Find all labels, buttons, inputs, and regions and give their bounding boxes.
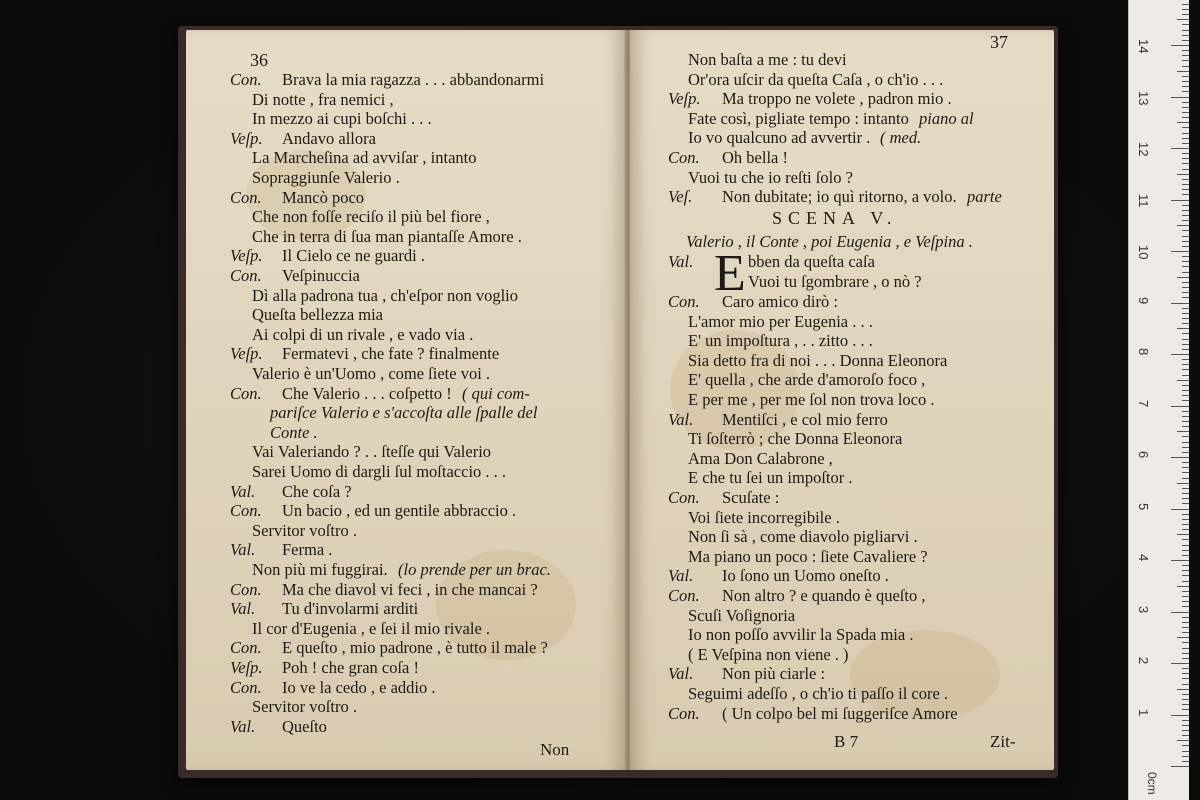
ruler-tick bbox=[1171, 303, 1189, 304]
verse-line: Servitor voſtro . bbox=[252, 697, 357, 717]
ruler-tick bbox=[1182, 14, 1189, 15]
ruler-tick bbox=[1182, 725, 1189, 726]
ruler-tick bbox=[1182, 514, 1189, 515]
ruler-tick bbox=[1182, 591, 1189, 592]
ruler-label: 7 bbox=[1136, 399, 1151, 407]
signature-mark: B 7 bbox=[834, 732, 859, 751]
speaker-label: Val. bbox=[230, 540, 256, 560]
ruler-label: 10 bbox=[1136, 245, 1151, 260]
verse-line: Che Valerio . . . coſpetto ! bbox=[282, 383, 452, 403]
speaker-label: Con. bbox=[230, 383, 262, 403]
ruler-tick bbox=[1182, 55, 1189, 56]
verse-line: Vuoi tu che io reſti ſolo ? bbox=[688, 167, 853, 187]
ruler-tick bbox=[1177, 122, 1189, 123]
ruler-tick bbox=[1182, 668, 1189, 669]
ruler-tick bbox=[1182, 60, 1189, 61]
ruler-tick bbox=[1182, 642, 1189, 643]
speaker-label: Con. bbox=[230, 638, 262, 658]
ruler-tick bbox=[1177, 483, 1189, 484]
scene-cast: Valerio , il Conte , poi Eugenia , e Veſpina . bbox=[686, 232, 973, 251]
verse-line: Ma troppo ne volete , padron mio . bbox=[722, 89, 952, 109]
verse-line: Non più mi fuggirai. bbox=[252, 560, 388, 579]
ruler-tick bbox=[1182, 385, 1189, 386]
verse-line: Il Cielo ce ne guardi . bbox=[282, 246, 425, 266]
verse-line: Ma piano un poco : ſiete Cavaliere ? bbox=[688, 546, 928, 566]
ruler-tick bbox=[1182, 503, 1189, 504]
ruler-tick bbox=[1182, 24, 1189, 25]
verse-line: E queſto , mio padrone , è tutto il male ? bbox=[282, 638, 548, 658]
verse-line: Io vo qualcuno ad avvertir . bbox=[688, 128, 871, 148]
ruler-tick bbox=[1182, 658, 1189, 659]
ruler-label: 13 bbox=[1136, 90, 1151, 105]
ruler-tick bbox=[1171, 560, 1189, 561]
ruler-tick bbox=[1182, 493, 1189, 494]
ruler-tick bbox=[1182, 339, 1189, 340]
ruler-tick bbox=[1182, 153, 1189, 154]
ruler-tick bbox=[1182, 411, 1189, 412]
ruler-label: 8 bbox=[1136, 348, 1151, 356]
ruler-tick bbox=[1171, 663, 1189, 664]
verse-line: Sopraggiunſe Valerio . bbox=[252, 168, 400, 187]
ruler-tick bbox=[1177, 174, 1189, 175]
speaker-label: Con. bbox=[668, 488, 700, 507]
ruler-tick bbox=[1182, 581, 1189, 582]
ruler-label: 3 bbox=[1136, 605, 1151, 613]
catchword: Zit- bbox=[990, 732, 1016, 751]
ruler-label: 11 bbox=[1136, 193, 1151, 207]
speaker-label: Veſp. bbox=[230, 128, 263, 148]
stage-direction: parte bbox=[967, 187, 1002, 207]
drop-cap-line: Vuoi tu ſgombrare , o nò ? bbox=[748, 272, 922, 291]
speaker-label: Con. bbox=[230, 266, 262, 285]
ruler-tick bbox=[1171, 457, 1189, 458]
stage-direction: (lo prende per un brac. bbox=[398, 560, 551, 579]
ruler-tick bbox=[1182, 555, 1189, 556]
ruler-tick bbox=[1177, 637, 1189, 638]
ruler-tick bbox=[1177, 586, 1189, 587]
ruler-tick bbox=[1182, 138, 1189, 139]
ruler-tick bbox=[1182, 498, 1189, 499]
ruler-label: 6 bbox=[1136, 451, 1151, 459]
verse-line: Che in terra di ſua man piantaſſe Amore . bbox=[252, 226, 522, 246]
ruler-tick bbox=[1182, 756, 1189, 757]
verse-line: Valerio è un'Uomo , come ſiete voi . bbox=[252, 364, 491, 383]
ruler-label: 9 bbox=[1136, 296, 1151, 304]
ruler-tick bbox=[1182, 102, 1189, 103]
ruler-tick bbox=[1171, 148, 1189, 149]
verse-line: Non più ciarle : bbox=[722, 664, 826, 684]
stage-direction: pariſce Valerio e s'accoſta alle ſpalle del bbox=[270, 403, 538, 423]
ruler-tick bbox=[1177, 328, 1189, 329]
ruler-tick bbox=[1171, 354, 1189, 355]
ruler-tick bbox=[1182, 4, 1189, 5]
verse-line: Ama Don Calabrone , bbox=[688, 448, 833, 468]
ruler-tick bbox=[1182, 478, 1189, 479]
ruler-tick bbox=[1182, 40, 1189, 41]
verse-line: E' quella , che arde d'amoroſo foco , bbox=[688, 370, 926, 390]
ruler-tick bbox=[1171, 200, 1189, 201]
verse-line: Servitor voſtro . bbox=[252, 520, 357, 540]
verse-line: E che tu ſei un impoſtor . bbox=[688, 468, 853, 488]
ruler-tick bbox=[1182, 699, 1189, 700]
ruler-tick bbox=[1182, 179, 1189, 180]
ruler-tick bbox=[1182, 143, 1189, 144]
ruler-tick bbox=[1182, 694, 1189, 695]
ruler-tick bbox=[1171, 45, 1189, 46]
ruler-label: 5 bbox=[1136, 502, 1151, 510]
ruler-tick bbox=[1182, 344, 1189, 345]
ruler-tick bbox=[1182, 596, 1189, 597]
speaker-label: Veſp. bbox=[230, 658, 263, 677]
ruler-tick bbox=[1182, 117, 1189, 118]
ruler-tick bbox=[1182, 678, 1189, 679]
verse-line: Oh bella ! bbox=[722, 148, 788, 167]
ruler-tick bbox=[1182, 653, 1189, 654]
ruler-tick bbox=[1182, 442, 1189, 443]
verse-line: Il cor d'Eugenia , e ſei il mio rivale . bbox=[252, 618, 491, 638]
ruler-tick bbox=[1182, 246, 1189, 247]
ruler-tick bbox=[1182, 369, 1189, 370]
ruler-tick bbox=[1182, 205, 1189, 206]
page-number: 37 bbox=[990, 32, 1008, 52]
ruler-tick bbox=[1182, 447, 1189, 448]
ruler-tick bbox=[1182, 745, 1189, 746]
verse-line: Che coſa ? bbox=[282, 481, 352, 501]
speaker-label: Veſp. bbox=[230, 246, 263, 266]
ruler-tick bbox=[1182, 565, 1189, 566]
speaker-label: Con. bbox=[230, 579, 262, 599]
ruler-tick bbox=[1182, 127, 1189, 128]
ruler-tick bbox=[1182, 704, 1189, 705]
ruler-tick bbox=[1182, 215, 1189, 216]
ruler-tick bbox=[1171, 251, 1189, 252]
ruler-tick bbox=[1177, 689, 1189, 690]
verse-line: Ti ſoſterrò ; che Donna Eleonora bbox=[688, 429, 903, 449]
ruler-tick bbox=[1182, 66, 1189, 67]
ruler-tick bbox=[1182, 632, 1189, 633]
ruler-tick bbox=[1182, 158, 1189, 159]
ruler-tick bbox=[1182, 730, 1189, 731]
ruler-tick bbox=[1182, 601, 1189, 602]
verse-line: Fermatevi , che fate ? finalmente bbox=[282, 344, 500, 364]
ruler-tick bbox=[1182, 570, 1189, 571]
ruler-tick bbox=[1182, 323, 1189, 324]
ruler-tick bbox=[1182, 256, 1189, 257]
ruler-tick bbox=[1182, 30, 1189, 31]
ruler-tick bbox=[1171, 766, 1189, 767]
ruler-tick bbox=[1182, 241, 1189, 242]
ruler-tick bbox=[1182, 318, 1189, 319]
ruler-tick bbox=[1182, 261, 1189, 262]
ruler-tick bbox=[1182, 375, 1189, 376]
ruler-tick bbox=[1177, 431, 1189, 432]
verse-line: Io non poſſo avvilir la Spada mia . bbox=[688, 625, 914, 645]
speaker-label: Val. bbox=[668, 566, 694, 586]
ruler-tick bbox=[1182, 112, 1189, 113]
speaker-label: Con. bbox=[668, 148, 700, 167]
ruler-tick bbox=[1182, 81, 1189, 82]
ruler-tick bbox=[1182, 761, 1189, 762]
verse-line: Io ve la cedo , e addio . bbox=[282, 677, 436, 697]
drop-cap-line: bben da queſta caſa bbox=[748, 252, 875, 271]
ruler-tick bbox=[1182, 539, 1189, 540]
verse-line: Che non foſſe reciſo il più bel fiore , bbox=[252, 207, 490, 227]
stage-direction: ( qui com- bbox=[462, 383, 530, 403]
verse-line: Non dubitate; io quì ritorno, a volo. bbox=[722, 187, 957, 207]
speaker-label: Veſp. bbox=[668, 89, 701, 109]
ruler-tick bbox=[1182, 606, 1189, 607]
verse-line: Scuſate : bbox=[722, 488, 780, 507]
ruler-tick bbox=[1177, 225, 1189, 226]
verse-line: Queſto bbox=[282, 716, 327, 736]
verse-line: E per me , per me ſol non trova loco . bbox=[688, 390, 935, 409]
verse-line: Ma che diavol vi feci , in che mancai ? bbox=[282, 579, 538, 599]
ruler-tick bbox=[1182, 91, 1189, 92]
verse-line: L'amor mio per Eugenia . . . bbox=[688, 311, 873, 331]
ruler-tick bbox=[1182, 735, 1189, 736]
verse-line: Caro amico dirò : bbox=[722, 292, 838, 311]
ruler-tick bbox=[1182, 359, 1189, 360]
ruler-tick bbox=[1182, 349, 1189, 350]
verse-line: Sarei Uomo di dargli ſul moſtaccio . . . bbox=[252, 462, 507, 481]
ruler-tick bbox=[1182, 709, 1189, 710]
ruler-tick bbox=[1182, 545, 1189, 546]
verse-line: Vai Valeriando ? . . ſteſſe qui Valerio bbox=[252, 442, 492, 462]
stage-direction: Conte . bbox=[270, 422, 318, 442]
speaker-label: Con. bbox=[230, 677, 262, 697]
ruler-tick bbox=[1182, 272, 1189, 273]
ruler-tick bbox=[1182, 627, 1189, 628]
ruler-unit-label: 0cm bbox=[1145, 772, 1159, 795]
ruler-tick bbox=[1182, 550, 1189, 551]
ruler-label: 14 bbox=[1136, 39, 1151, 54]
ruler-tick bbox=[1177, 19, 1189, 20]
ruler-tick bbox=[1182, 297, 1189, 298]
ruler-tick bbox=[1171, 406, 1189, 407]
verse-line: Veſpinuccia bbox=[282, 266, 360, 285]
speaker-label: Val. bbox=[668, 664, 694, 684]
speaker-label: Val. bbox=[668, 409, 694, 429]
verse-line: Sia detto fra di noi . . . Donna Eleonora bbox=[688, 350, 948, 370]
verse-line: Seguimi adeſſo , o ch'io ti paſſo il core . bbox=[688, 684, 949, 703]
speaker-label: Con. bbox=[230, 501, 262, 521]
speaker-label: Veſ. bbox=[668, 187, 693, 207]
ruler-tick bbox=[1182, 308, 1189, 309]
ruler-tick bbox=[1182, 86, 1189, 87]
ruler-tick bbox=[1182, 50, 1189, 51]
verse-line: Or'ora uſcir da queſta Caſa , o ch'io . . . bbox=[688, 69, 944, 89]
ruler-tick bbox=[1182, 230, 1189, 231]
ruler-tick bbox=[1182, 395, 1189, 396]
ruler-tick bbox=[1182, 107, 1189, 108]
verse-line: Brava la mia ragazza . . . abbandonarmi bbox=[282, 70, 545, 89]
ruler-tick bbox=[1182, 35, 1189, 36]
ruler-label: 12 bbox=[1136, 142, 1151, 157]
verse-line: Mentiſci , e col mio ferro bbox=[722, 409, 888, 429]
ruler-scale bbox=[1129, 0, 1189, 800]
verse-line: E' un impoſtura , . . zitto . . . bbox=[688, 331, 873, 351]
ruler-tick bbox=[1182, 529, 1189, 530]
ruler-tick bbox=[1182, 133, 1189, 134]
verse-line: Andavo allora bbox=[282, 128, 376, 148]
ruler-tick bbox=[1182, 519, 1189, 520]
ruler-tick bbox=[1182, 333, 1189, 334]
ruler-tick bbox=[1171, 509, 1189, 510]
ruler-tick bbox=[1182, 236, 1189, 237]
stage-direction: piano al bbox=[919, 108, 974, 128]
ruler-tick bbox=[1182, 287, 1189, 288]
ruler-tick bbox=[1182, 467, 1189, 468]
page-number: 36 bbox=[250, 50, 268, 70]
ruler-label: 1 bbox=[1136, 708, 1151, 716]
ruler-tick bbox=[1177, 277, 1189, 278]
verse-line: Dì alla padrona tua , ch'eſpor non voglio bbox=[252, 285, 518, 305]
ruler-tick bbox=[1171, 97, 1189, 98]
verse-line: Fate così, pigliate tempo : intanto bbox=[688, 108, 909, 128]
speaker-label: Val. bbox=[668, 252, 694, 271]
verse-line: Non ſi sà , come diavolo pigliarvi . bbox=[688, 527, 918, 547]
ruler-label: 2 bbox=[1136, 657, 1151, 665]
ruler-tick bbox=[1182, 673, 1189, 674]
verse-line: Voi ſiete incorregibile . bbox=[688, 507, 840, 527]
ruler-tick bbox=[1182, 194, 1189, 195]
ruler-tick bbox=[1182, 575, 1189, 576]
ruler-tick bbox=[1182, 720, 1189, 721]
ruler-tick bbox=[1182, 488, 1189, 489]
speaker-label: Val. bbox=[230, 716, 256, 736]
verse-line: Scuſi Voſignoria bbox=[688, 605, 796, 625]
verse-line: La Marcheſina ad avviſar , intanto bbox=[252, 148, 477, 168]
speaker-label: Val. bbox=[230, 599, 256, 619]
ruler-tick bbox=[1182, 313, 1189, 314]
verse-line: Non baſta a me : tu devi bbox=[688, 50, 847, 69]
ruler-tick bbox=[1182, 220, 1189, 221]
ruler-tick bbox=[1182, 282, 1189, 283]
verse-line: Ai colpi di un rivale , e vado via . bbox=[252, 324, 474, 344]
right-page bbox=[630, 30, 1054, 770]
speaker-label: Con. bbox=[230, 187, 262, 207]
ruler-tick bbox=[1182, 266, 1189, 267]
verse-line: Poh ! che gran coſa ! bbox=[282, 658, 419, 677]
speaker-label: Con. bbox=[668, 292, 700, 311]
verse-line: Tu d'involarmi arditi bbox=[282, 599, 419, 619]
ruler-tick bbox=[1182, 9, 1189, 10]
ruler-tick bbox=[1182, 76, 1189, 77]
ruler-tick bbox=[1182, 751, 1189, 752]
speaker-label: Con. bbox=[668, 703, 700, 723]
ruler-tick bbox=[1182, 400, 1189, 401]
verse-line: Di notte , fra nemici , bbox=[252, 89, 394, 109]
scene-heading: SCENA V. bbox=[772, 208, 898, 228]
ruler-tick bbox=[1182, 426, 1189, 427]
ruler-tick bbox=[1182, 416, 1189, 417]
ruler-tick bbox=[1182, 617, 1189, 618]
ruler-tick bbox=[1177, 71, 1189, 72]
verse-line: Non altro ? e quando è queſto , bbox=[722, 586, 926, 605]
verse-line: Mancò poco bbox=[282, 187, 365, 207]
speaker-label: Con. bbox=[230, 70, 262, 89]
verse-line: ( Un colpo bel mi ſuggeriſce Amore bbox=[722, 703, 958, 723]
ruler-tick bbox=[1182, 184, 1189, 185]
ruler-tick bbox=[1182, 189, 1189, 190]
verse-line: Queſta bellezza mia bbox=[252, 305, 384, 325]
ruler-tick bbox=[1182, 163, 1189, 164]
ruler-tick bbox=[1182, 292, 1189, 293]
speaker-label: Veſp. bbox=[230, 344, 263, 364]
ruler-tick bbox=[1182, 390, 1189, 391]
ruler-tick bbox=[1177, 740, 1189, 741]
ruler-tick bbox=[1182, 364, 1189, 365]
verse-line: In mezzo ai cupi boſchi . . . bbox=[252, 109, 432, 129]
verse-line: Ferma . bbox=[282, 540, 333, 560]
ruler-tick bbox=[1182, 524, 1189, 525]
ruler-tick bbox=[1182, 462, 1189, 463]
ruler-label: 4 bbox=[1136, 554, 1151, 562]
measurement-ruler bbox=[1128, 0, 1189, 800]
ruler-tick bbox=[1182, 452, 1189, 453]
ruler-tick bbox=[1182, 472, 1189, 473]
ruler-tick bbox=[1171, 612, 1189, 613]
ruler-tick bbox=[1182, 169, 1189, 170]
speaker-label: Con. bbox=[668, 586, 700, 605]
left-page bbox=[186, 30, 626, 770]
ruler-tick bbox=[1171, 715, 1189, 716]
ruler-tick bbox=[1177, 534, 1189, 535]
ruler-tick bbox=[1182, 210, 1189, 211]
ruler-tick bbox=[1182, 648, 1189, 649]
speaker-label: Val. bbox=[230, 481, 256, 501]
stage-direction: ( med. bbox=[880, 128, 922, 148]
ruler-tick bbox=[1182, 421, 1189, 422]
drop-cap: E bbox=[714, 245, 746, 302]
ruler-tick bbox=[1182, 436, 1189, 437]
ruler-tick bbox=[1182, 622, 1189, 623]
ruler-tick bbox=[1182, 684, 1189, 685]
verse-line: Io ſono un Uomo oneſto . bbox=[722, 566, 889, 586]
catchword: Non bbox=[540, 740, 570, 759]
verse-line: Un bacio , ed un gentile abbraccio . bbox=[282, 501, 517, 521]
ruler-tick bbox=[1177, 380, 1189, 381]
verse-line: ( E Veſpina non viene . ) bbox=[688, 644, 849, 664]
